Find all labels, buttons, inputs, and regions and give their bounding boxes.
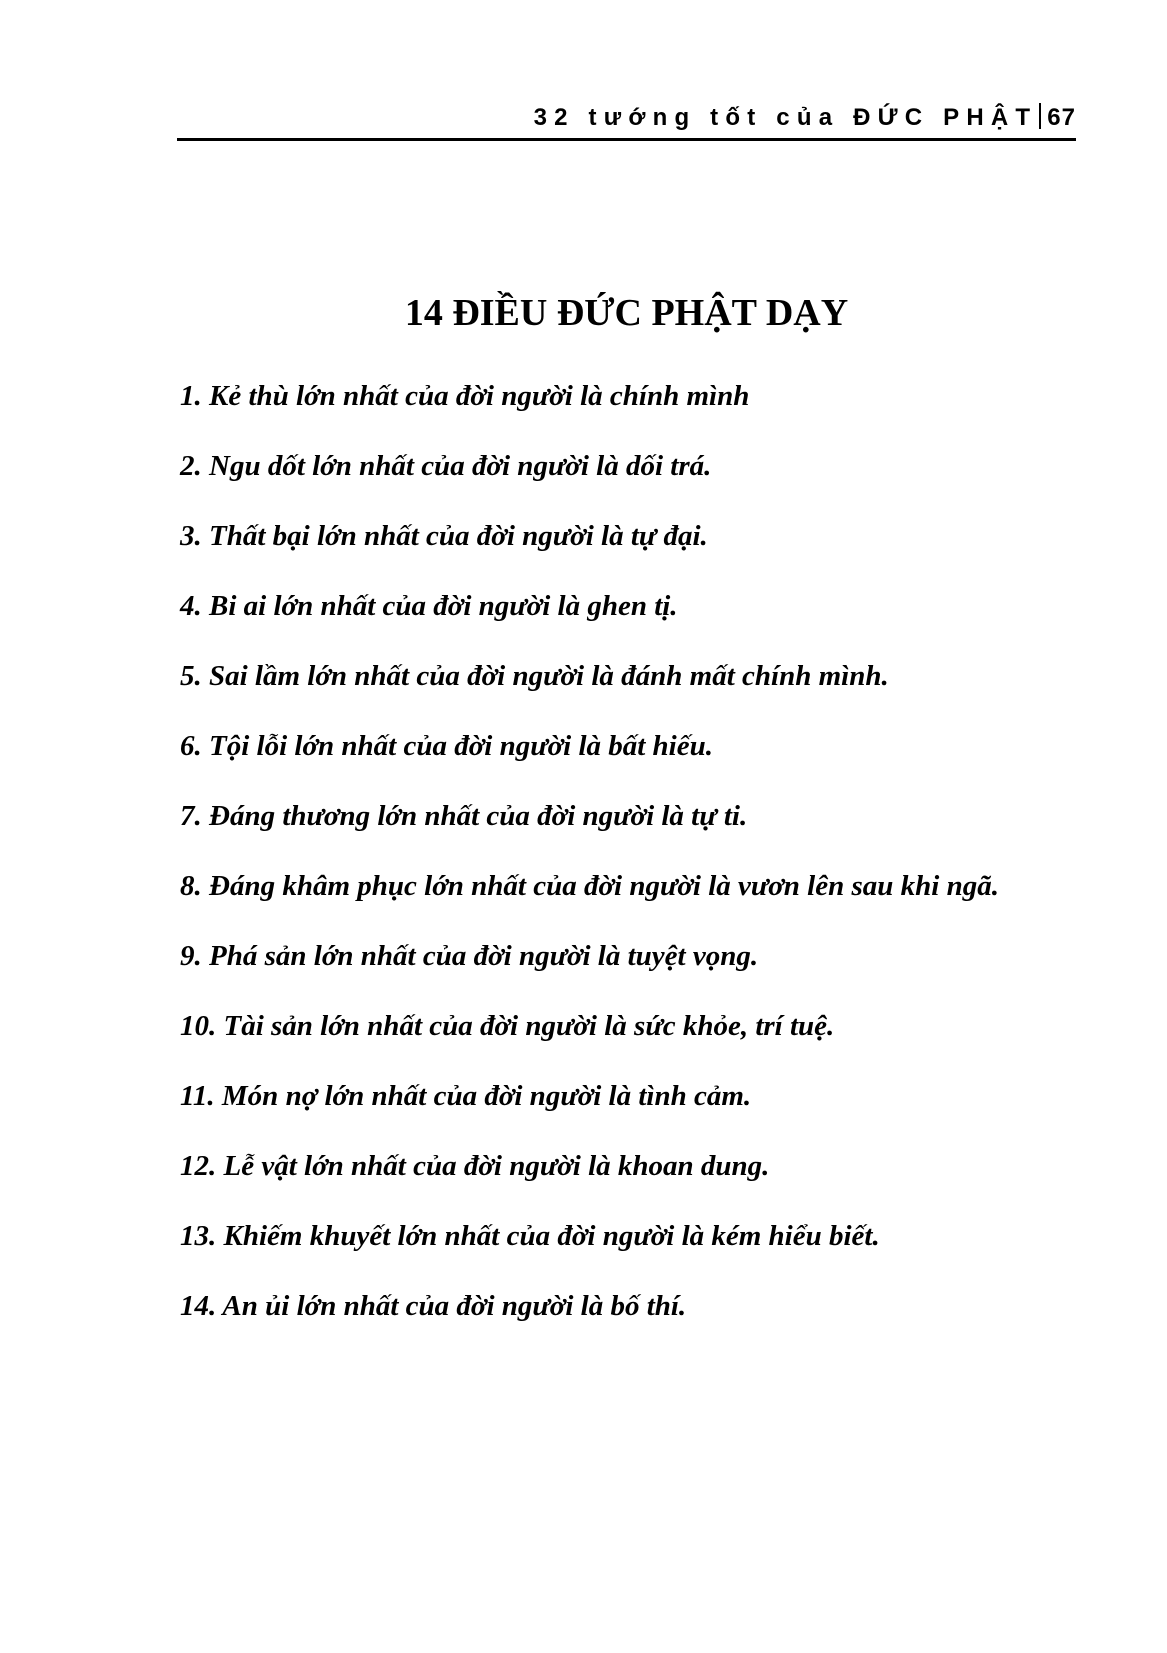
teaching-item-7: 7. Đáng thương lớn nhất của đời người là tự ti. — [180, 800, 748, 832]
teaching-item-5: 5. Sai lầm lớn nhất của đời người là đánh mất chính mình. — [180, 660, 889, 692]
teaching-item-11: 11. Món nợ lớn nhất của đời người là tình cảm. — [180, 1080, 752, 1112]
teaching-item-9: 9. Phá sản lớn nhất của đời người là tuyệt vọng. — [180, 940, 759, 972]
teaching-item-13: 13. Khiếm khuyết lớn nhất của đời người là kém hiểu biết. — [180, 1220, 880, 1252]
teachings-list — [180, 378, 1080, 1358]
teaching-item-1: 1. Kẻ thù lớn nhất của đời người là chính mình — [180, 380, 750, 412]
page-number-separator — [1039, 103, 1041, 129]
teaching-item-14: 14. An ủi lớn nhất của đời người là bố thí. — [180, 1290, 687, 1322]
page-number: 67 — [1047, 104, 1076, 131]
teaching-item-8: 8. Đáng khâm phục lớn nhất của đời người là vươn lên sau khi ngã. — [180, 870, 999, 902]
teaching-item-6: 6. Tội lỗi lớn nhất của đời người là bất hiếu. — [180, 730, 713, 762]
teaching-item-3: 3. Thất bại lớn nhất của đời người là tự đại. — [180, 520, 708, 552]
teaching-item-10: 10. Tài sản lớn nhất của đời người là sức khỏe, trí tuệ. — [180, 1010, 835, 1042]
running-title: 32 tướng tốt của ĐỨC PHẬT — [533, 104, 1038, 131]
page-title: 14 ĐIỀU ĐỨC PHẬT DẠY — [404, 292, 849, 334]
teaching-item-4: 4. Bi ai lớn nhất của đời người là ghen tị. — [180, 590, 678, 622]
teaching-item-12: 12. Lễ vật lớn nhất của đời người là khoan dung. — [180, 1150, 770, 1182]
teaching-item-2: 2. Ngu dốt lớn nhất của đời người là dối trá. — [180, 450, 712, 482]
running-header — [177, 98, 1076, 141]
